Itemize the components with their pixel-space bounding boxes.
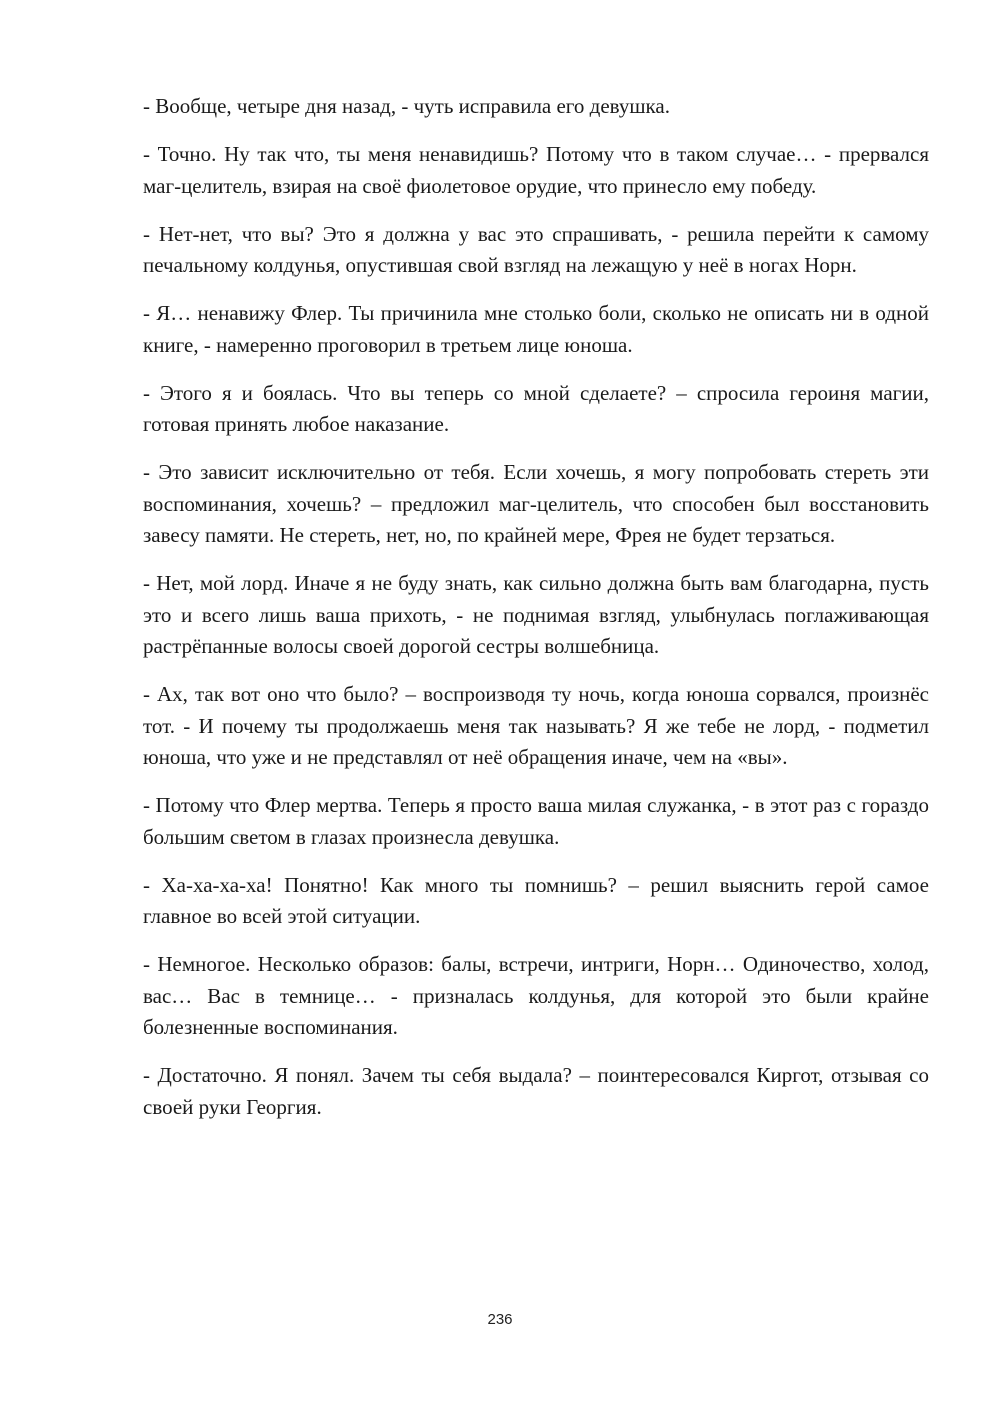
paragraph: - Точно. Ну так что, ты меня ненавидишь? Потому что в таком случае… - прервался маг-целитель, взирая на своё фиолетовое орудие, что принесло ему победу. — [143, 142, 929, 198]
paragraph: - Немногое. Несколько образов: балы, встречи, интриги, Норн… Одиночество, холод, вас… Вас в темнице… - призналась колдунья, для которой это были крайне болезненные воспоминания. — [143, 952, 929, 1039]
page-number: 236 — [487, 1311, 513, 1328]
page-body — [143, 91, 929, 1140]
paragraph: - Ха-ха-ха-ха! Понятно! Как много ты помнишь? – решил выяснить герой самое главное во всей этой ситуации. — [143, 872, 929, 928]
paragraph: - Нет, мой лорд. Иначе я не буду знать, как сильно должна быть вам благодарна, пусть это и всего лишь ваша прихоть, - не поднимая взгляд, улыбнулась поглаживающая растрёпанные волосы своей дорогой сестры волшебница. — [143, 571, 929, 658]
paragraph: - Потому что Флер мертва. Теперь я просто ваша милая служанка, - в этот раз с гораздо большим светом в глазах произнесла девушка. — [143, 793, 929, 849]
paragraph: - Вообще, четыре дня назад, - чуть исправила его девушка. — [143, 94, 670, 118]
paragraph: - Достаточно. Я понял. Зачем ты себя выдала? – поинтересовался Киргот, отзывая со своей руки Георгия. — [143, 1063, 929, 1119]
paragraph: - Этого я и боялась. Что вы теперь со мной сделаете? – спросила героиня магии, готовая принять любое наказание. — [143, 380, 929, 436]
paragraph: - Я… ненавижу Флер. Ты причинила мне столько боли, сколько не описать ни в одной книге, - намеренно проговорил в третьем лице юноша. — [143, 301, 929, 357]
paragraph: - Ах, так вот оно что было? – воспроизводя ту ночь, когда юноша сорвался, произнёс тот. - И почему ты продолжаешь меня так называть? Я же тебе не лорд, - подметил юноша, что уже и не представлял от неё обращения иначе, чем на «вы». — [143, 682, 929, 769]
paragraph: - Это зависит исключительно от тебя. Если хочешь, я могу попробовать стереть эти воспоминания, хочешь? – предложил маг-целитель, что способен был восстановить завесу памяти. Не стереть, нет, но, по крайней мере, Фрея не будет терзаться. — [143, 460, 929, 547]
paragraph: - Нет-нет, что вы? Это я должна у вас это спрашивать, - решила перейти к самому печальному колдунья, опустившая свой взгляд на лежащую у неё в ногах Норн. — [143, 221, 929, 277]
